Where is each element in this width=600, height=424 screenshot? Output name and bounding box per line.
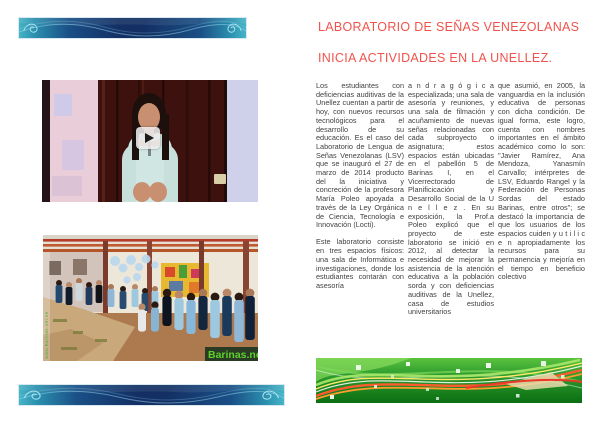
event-photo-image bbox=[43, 235, 258, 361]
photo-watermark-side: www.Barinas.net.ve bbox=[44, 311, 49, 359]
paragraph: a n d r a g ó g i c a especializada; una sala de asesoría y reuniones, y una sala de filmación y acuñamiento de nuevas señas relacionadas con cada subproyecto o asignatura; estos espacios están ubicadas en el pabellón 5 de Barinas I, en el Vicerrectorado de Planificicación y Desarrollo Social de la U n e l l e z . En su exposición, la Prof.a Poleo explicó que el proyecto de este laboratorio se inició en 2012, al detectar la necesidad de mejorar la asistencia de la atención educativa a la población sorda y con deficiencias auditivas de la Unellez, casa de estudios universitarios bbox=[408, 81, 495, 317]
text-column-1 bbox=[316, 82, 404, 325]
photo-watermark-corner: Barinas.ne bbox=[208, 349, 258, 361]
article-title bbox=[318, 20, 588, 65]
text-column-3 bbox=[498, 82, 585, 325]
video-still bbox=[42, 80, 258, 202]
title-line-1: LABORATORIO DE SEÑAS VENEZOLANAS bbox=[318, 20, 580, 34]
article-body bbox=[316, 82, 585, 325]
green-swoosh-graphic bbox=[316, 358, 582, 403]
text-column-2 bbox=[408, 82, 494, 325]
event-photo bbox=[43, 235, 258, 361]
wave-banner-top bbox=[18, 17, 247, 39]
title-line-2: INICIA ACTIVIDADES EN LA UNELLEZ. bbox=[318, 51, 553, 65]
paragraph: Este laboratorio consiste en tres espacios físicos: una sala de Informática e investigaciones, donde los estudiantes contarán con asesoría bbox=[316, 237, 404, 290]
play-icon bbox=[145, 133, 154, 143]
play-button[interactable] bbox=[136, 127, 160, 149]
paragraph: Los estudiantes con deficiencias auditivas de la Unellez cuentan a partir de hoy, con nuevos recursos tecnológicos para el desarrollo de su educación. Es el caso del Laboratorio de Lengua de Señas Venezolanas (LSV) que se inauguró el 27 de marzo de 2014 producto del la iniciativa y concreción de la profesora María Poleo apoyada a través de la Ley Orgánica de Ciencia, Tecnología e Innovación (Locti). bbox=[316, 81, 404, 230]
paragraph: que asumió, en 2005, la vanguardia en la inclusión educativa de personas con dicha condición. De igual forma, este logro, cuenta con nombres importantes en el ámbito académico como lo son: "Javier Ramírez, Ana Mendoza, Yanasmín Carvallo; intérpretes de LSV, Eduardo Rangel y la Federación de Personas Sordas del estado Barinas, entre otros"; se destacó la importancia de que los usuarios de los espacios cuiden y u t i l i c e n apropiadamente los recursos para su permanencia y mejoría en el tiempo en beneficio colectivo bbox=[498, 81, 585, 282]
wave-banner-bottom bbox=[18, 384, 285, 406]
